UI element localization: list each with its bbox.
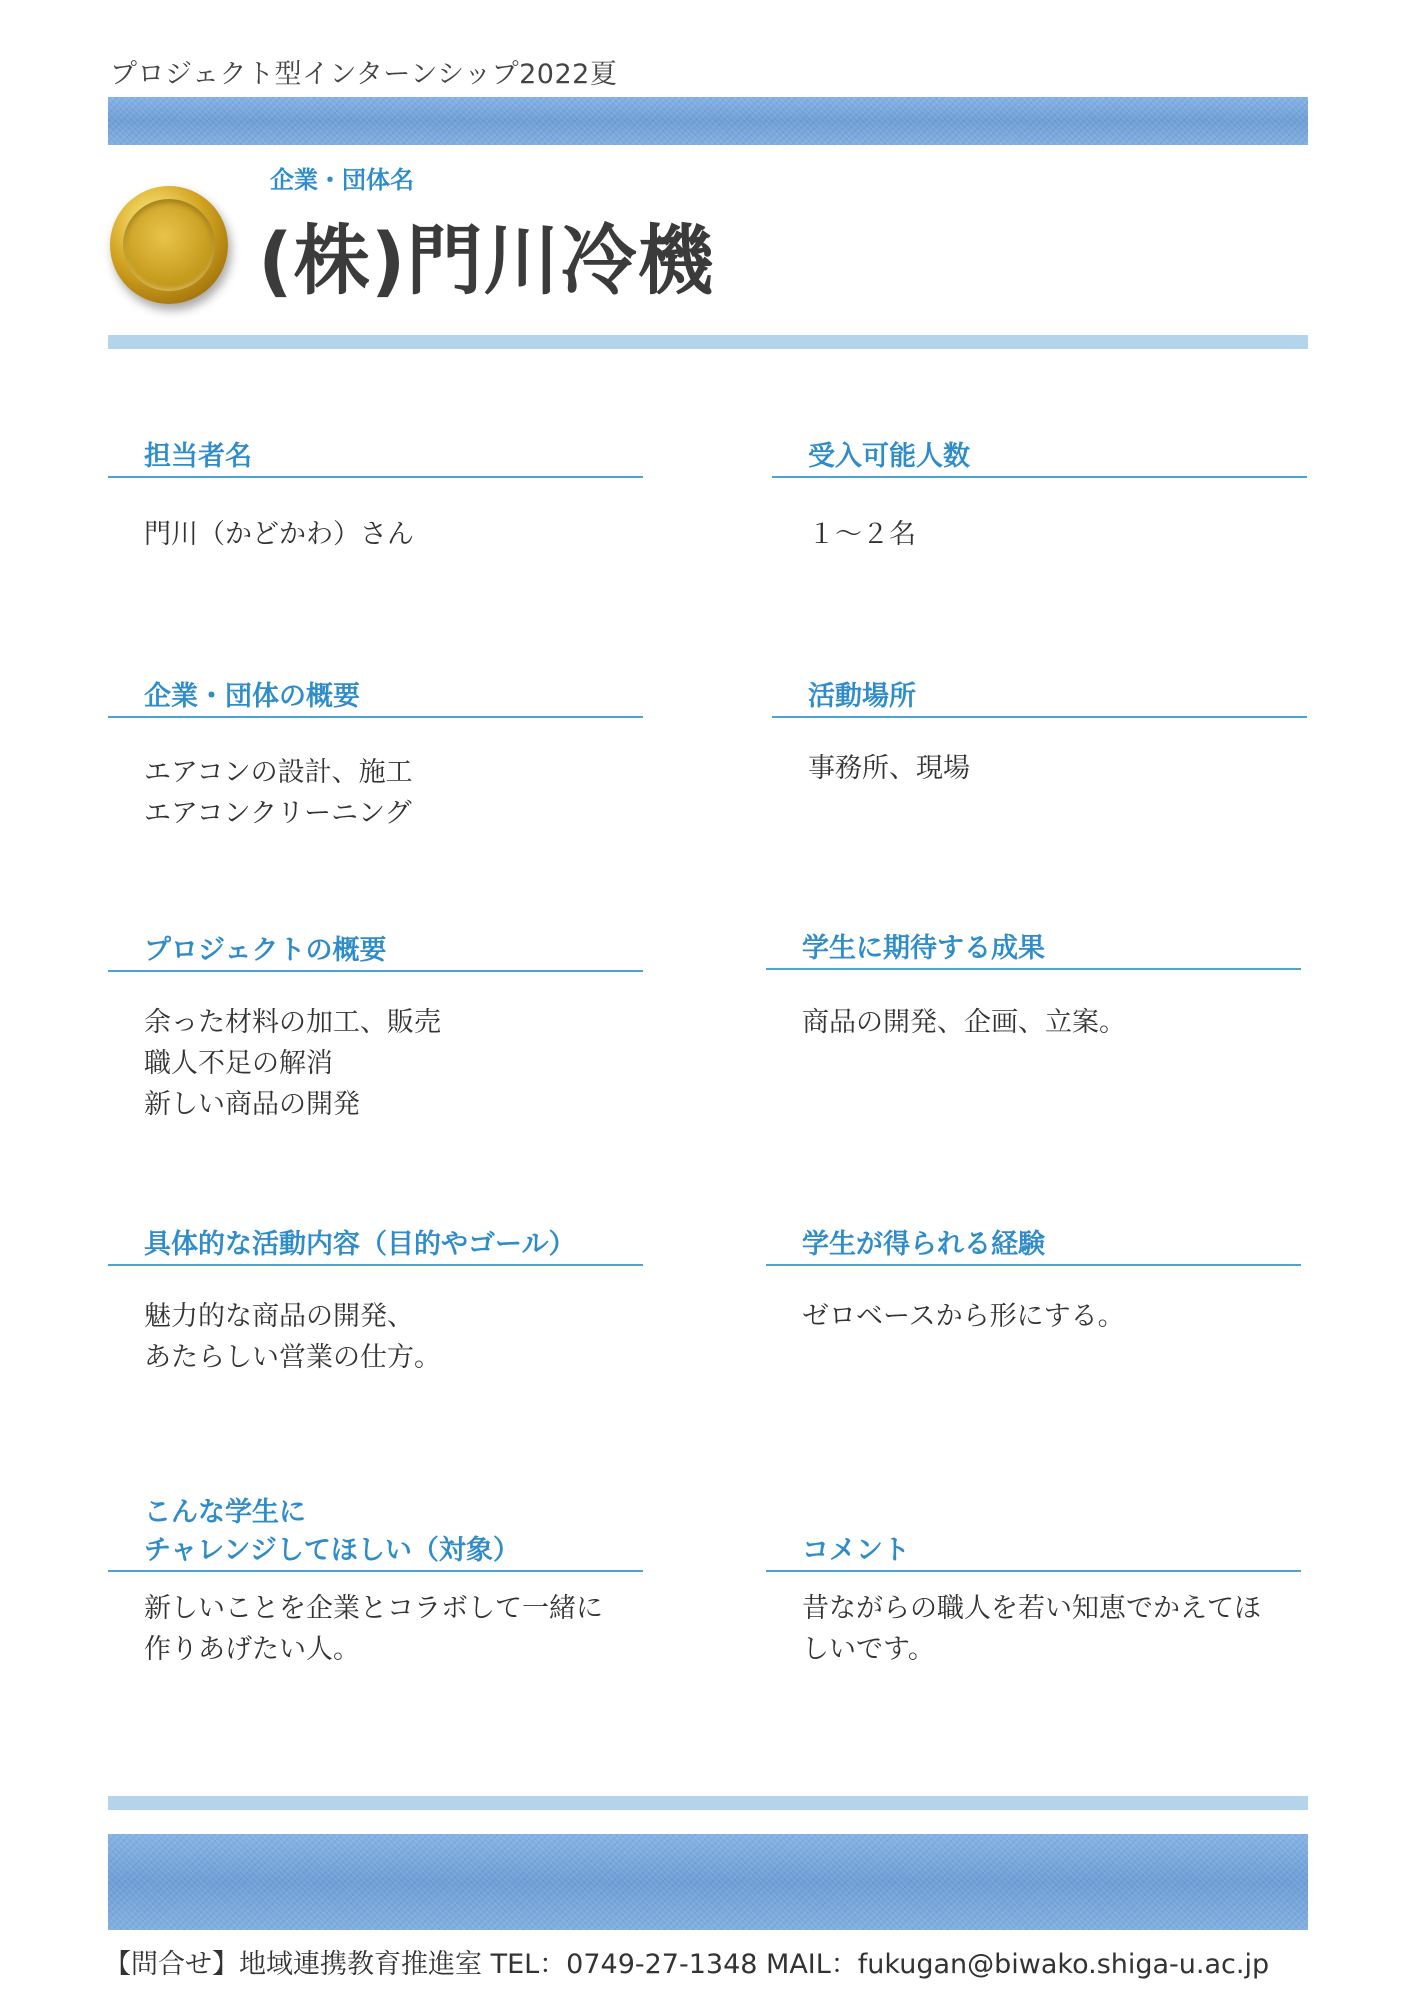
section-heading-target-students: こんな学生に チャレンジしてほしい（対象） [108, 1494, 643, 1572]
section-heading-activity-details: 具体的な活動内容（目的やゴール） [108, 1226, 643, 1266]
section-body-location: 事務所、現場 [808, 753, 970, 784]
section-heading-contact-person: 担当者名 [108, 438, 643, 478]
section-body-contact-person: 門川（かどかわ）さん [144, 519, 414, 550]
section-body-expected-results: 商品の開発、企画、立案。 [802, 1007, 1126, 1038]
section-heading-company-overview: 企業・団体の概要 [108, 678, 643, 718]
section-body-target-students: 新しいことを企業とコラボして一緒に 作りあげたい人。 [144, 1593, 603, 1665]
section-body-project-overview: 余った材料の加工、販売 職人不足の解消 新しい商品の開発 [144, 1007, 441, 1120]
section-heading-capacity: 受入可能人数 [772, 438, 1307, 478]
section-body-company-overview: エアコンの設計、施工 エアコンクリーニング [144, 757, 413, 829]
section-heading-project-overview: プロジェクトの概要 [108, 932, 643, 972]
section-heading-student-experience: 学生が得られる経験 [766, 1226, 1301, 1266]
program-title: プロジェクト型インターンシップ2022夏 [110, 59, 618, 90]
section-body-comment: 昔ながらの職人を若い知恵でかえてほ しいです。 [802, 1593, 1261, 1665]
section-heading-location: 活動場所 [772, 678, 1307, 718]
section-body-activity-details: 魅力的な商品の開発、 あたらしい営業の仕方。 [144, 1301, 441, 1373]
footer-divider [108, 1796, 1308, 1810]
top-denim-banner [108, 97, 1308, 145]
section-heading-expected-results: 学生に期待する成果 [766, 930, 1301, 970]
footer-contact: 【問合せ】地域連携教育推進室 TEL：0749-27-1348 MAIL：fukugan@biwako.shiga-u.ac.jp [104, 1949, 1270, 1980]
section-body-capacity: １～２名 [808, 519, 916, 550]
section-heading-comment: コメント [766, 1532, 1301, 1572]
header-divider [108, 335, 1308, 349]
company-name: (株)門川冷機 [258, 216, 715, 305]
bottom-denim-banner [108, 1834, 1308, 1930]
company-label: 企業・団体名 [270, 166, 414, 194]
gold-medal-icon [110, 186, 228, 304]
section-body-student-experience: ゼロベースから形にする。 [802, 1301, 1125, 1332]
